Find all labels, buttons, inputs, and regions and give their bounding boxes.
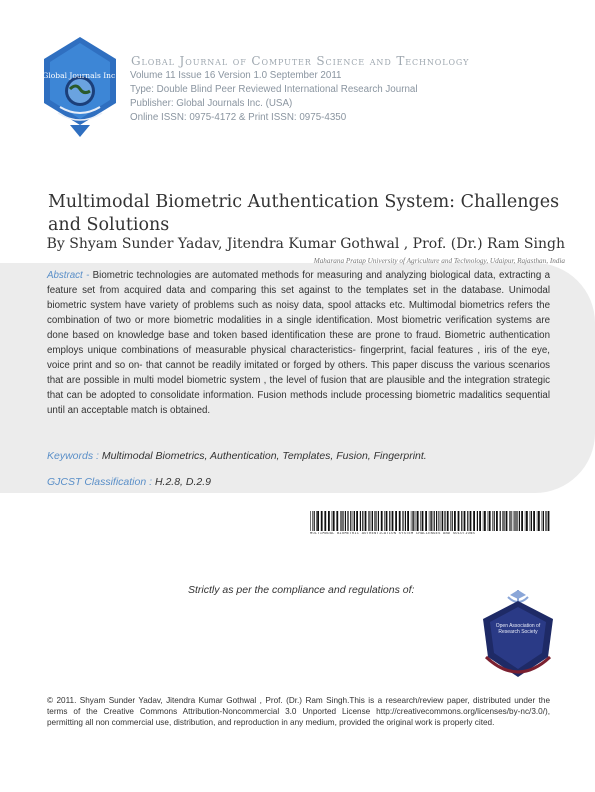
barcode-bar	[425, 511, 427, 531]
classification-label: GJCST Classification :	[47, 476, 153, 488]
barcode-bar	[332, 511, 333, 531]
barcode-bar	[368, 511, 369, 531]
barcode-bar	[509, 511, 510, 531]
barcode-bar	[489, 511, 491, 531]
barcode-bar	[324, 511, 326, 531]
barcode-bar	[496, 511, 498, 531]
barcode-bar	[316, 511, 317, 531]
barcode	[310, 511, 552, 531]
classification-line	[47, 476, 211, 488]
barcode-bar	[484, 511, 486, 531]
barcode-bar	[531, 511, 532, 531]
barcode-bar	[342, 511, 343, 531]
barcode-bar	[504, 511, 505, 531]
barcode-bar	[538, 511, 540, 531]
issn-line: Online ISSN: 0975-4172 & Print ISSN: 0975-4350	[130, 112, 347, 123]
barcode-bar	[375, 511, 376, 531]
barcode-bar	[467, 511, 468, 531]
barcode-bar	[488, 511, 489, 531]
keywords-label: Keywords :	[47, 450, 99, 462]
barcode-bar	[458, 511, 460, 531]
author-list: By Shyam Sunder Yadav, Jitendra Kumar Gothwal , Prof. (Dr.) Ram Singh	[46, 236, 565, 252]
barcode-bar	[447, 511, 449, 531]
barcode-bar	[386, 511, 388, 531]
author-affiliation: Maharana Pratap University of Agriculture and Technology, Udaipur, Rajasthan, India	[313, 257, 565, 265]
barcode-bar	[328, 511, 330, 531]
barcode-bar	[543, 511, 544, 531]
barcode-bar	[356, 511, 358, 531]
barcode-bar	[392, 511, 394, 531]
barcode-bar	[431, 511, 432, 531]
barcode-bar	[514, 511, 515, 531]
barcode-bar	[479, 511, 481, 531]
barcode-bar	[533, 511, 535, 531]
barcode-caption: MULTIMODAL BIOMETRIC AUTHENTICATION SYSTEM CHALLENGES AND SOLUTIONS	[310, 532, 476, 536]
logo-text: Global Journals Inc.	[42, 71, 118, 80]
barcode-bar	[416, 511, 417, 531]
barcode-bar	[502, 511, 503, 531]
barcode-bar	[317, 511, 319, 531]
barcode-bar	[399, 511, 401, 531]
barcode-bar	[333, 511, 335, 531]
barcode-bar	[452, 511, 453, 531]
barcode-bar	[441, 511, 442, 531]
barcode-bar	[530, 511, 531, 531]
emblem-graphic	[478, 589, 558, 681]
journal-logo	[40, 33, 120, 141]
type-line: Type: Double Blind Peer Reviewed International Research Journal	[130, 84, 418, 95]
classification-text: H.2.8, D.2.9	[152, 476, 211, 488]
barcode-bar	[360, 511, 361, 531]
barcode-bar	[483, 511, 484, 531]
barcode-bar	[473, 511, 475, 531]
barcode-bar	[402, 511, 403, 531]
barcode-bar	[438, 511, 439, 531]
barcode-bar	[440, 511, 441, 531]
barcode-bar	[494, 511, 495, 531]
barcode-bar	[314, 511, 315, 531]
barcode-bar	[464, 511, 466, 531]
barcode-bar	[413, 511, 414, 531]
paper-title: Multimodal Biometric Authentication System: Challenges and Solutions	[48, 192, 560, 235]
barcode-bar	[461, 511, 462, 531]
compliance-statement: Strictly as per the compliance and regulations of:	[188, 584, 415, 596]
barcode-bar	[369, 511, 370, 531]
journal-title: Global Journal of Computer Science and Technology	[131, 54, 470, 68]
barcode-bar	[548, 511, 550, 531]
barcode-bar	[395, 511, 397, 531]
barcode-bar	[362, 511, 363, 531]
barcode-bar	[347, 511, 348, 531]
barcode-bar	[430, 511, 431, 531]
abstract-paragraph	[47, 268, 550, 418]
emblem-text: Open Association of Research Society	[495, 623, 541, 635]
barcode-bar	[372, 511, 373, 531]
keywords-text: Multimodal Biometrics, Authentication, Templates, Fusion, Fingerprint.	[98, 450, 427, 462]
barcode-bar	[526, 511, 528, 531]
copyright-footer: © 2011. Shyam Sunder Yadav, Jitendra Kumar Gothwal , Prof. (Dr.) Ram Singh.This is a research/review paper, distributed under the terms of the Creative Commons Attribution-Noncommercial 3.0 Unported License http://creativecommons.org/licenses/by-nc/3.0/), permitting all non commercial use, distribution, and reproduction in any medium, provided the original work is properly cited.	[47, 696, 550, 727]
barcode-bar	[422, 511, 424, 531]
barcode-bar	[500, 511, 501, 531]
barcode-bar	[525, 511, 526, 531]
logo-graphic	[40, 33, 120, 141]
barcode-bar	[477, 511, 478, 531]
barcode-bar	[365, 511, 367, 531]
barcode-bar	[348, 511, 349, 531]
barcode-bar	[434, 511, 435, 531]
barcode-bar	[371, 511, 372, 531]
barcode-bar	[492, 511, 493, 531]
barcode-bar	[516, 511, 517, 531]
barcode-bar	[381, 511, 383, 531]
barcode-bar	[506, 511, 508, 531]
barcode-bar	[353, 511, 354, 531]
barcode-bar	[341, 511, 342, 531]
barcode-bar	[537, 511, 538, 531]
abstract-label: Abstract -	[47, 270, 90, 281]
barcode-bar	[345, 511, 346, 531]
keywords-line	[47, 450, 427, 462]
barcode-bar	[513, 511, 514, 531]
barcode-bar	[546, 511, 547, 531]
barcode-bar	[515, 511, 516, 531]
barcode-bar	[340, 511, 341, 531]
barcode-bar	[321, 511, 323, 531]
barcode-bar	[450, 511, 451, 531]
barcode-bar	[521, 511, 523, 531]
barcode-bar	[312, 511, 313, 531]
abstract-text: Biometric technologies are automated methods for measuring and analyzing biological data, extracting a feature set from acquired data and comparing this set against to the templates set in the database. Unimodal biometric system have variety of problems such as noisy data, spool attacks etc. Multimodal biometrics refers the combination of two or more biometric modalities in a single identification. Most biometric verification systems are done based on knowledge base and token based identification these are prone to fraud. Biometric authentication employs unique combinations of measurable physical characteristics- fingerprint, facial features , iris of the eye, voice print and so on- that cannot be readily imitated or forged by others. This paper discuss the various scenarios that are possible in multi model biometric system , the level of fusion that are plausible and the integration strategic that can be adopted to consolidate information. Fusion methods include processing biometric madalitics sequential until an acceptable match is obtained.	[47, 270, 550, 417]
barcode-bar	[310, 511, 311, 531]
barcode-bar	[407, 511, 409, 531]
barcode-bar	[542, 511, 543, 531]
barcode-bar	[354, 511, 355, 531]
barcode-bar	[378, 511, 379, 531]
barcode-bar	[503, 511, 504, 531]
barcode-bar	[374, 511, 375, 531]
barcode-bar	[412, 511, 413, 531]
publisher-line: Publisher: Global Journals Inc. (USA)	[130, 98, 293, 109]
barcode-bar	[350, 511, 351, 531]
barcode-bar	[336, 511, 338, 531]
barcode-bar	[442, 511, 443, 531]
barcode-bar	[389, 511, 390, 531]
barcode-bar	[510, 511, 511, 531]
barcode-bar	[454, 511, 456, 531]
barcode-bar	[444, 511, 445, 531]
barcode-bar	[436, 511, 437, 531]
barcode-bar	[545, 511, 546, 531]
barcode-bar	[384, 511, 385, 531]
society-emblem	[478, 589, 558, 681]
barcode-bar	[420, 511, 421, 531]
barcode-bar	[411, 511, 412, 531]
barcode-bar	[470, 511, 472, 531]
barcode-bar	[519, 511, 520, 531]
barcode-bar	[429, 511, 430, 531]
barcode-bar	[405, 511, 406, 531]
volume-line: Volume 11 Issue 16 Version 1.0 September 2011	[130, 70, 342, 81]
barcode-bar	[417, 511, 419, 531]
